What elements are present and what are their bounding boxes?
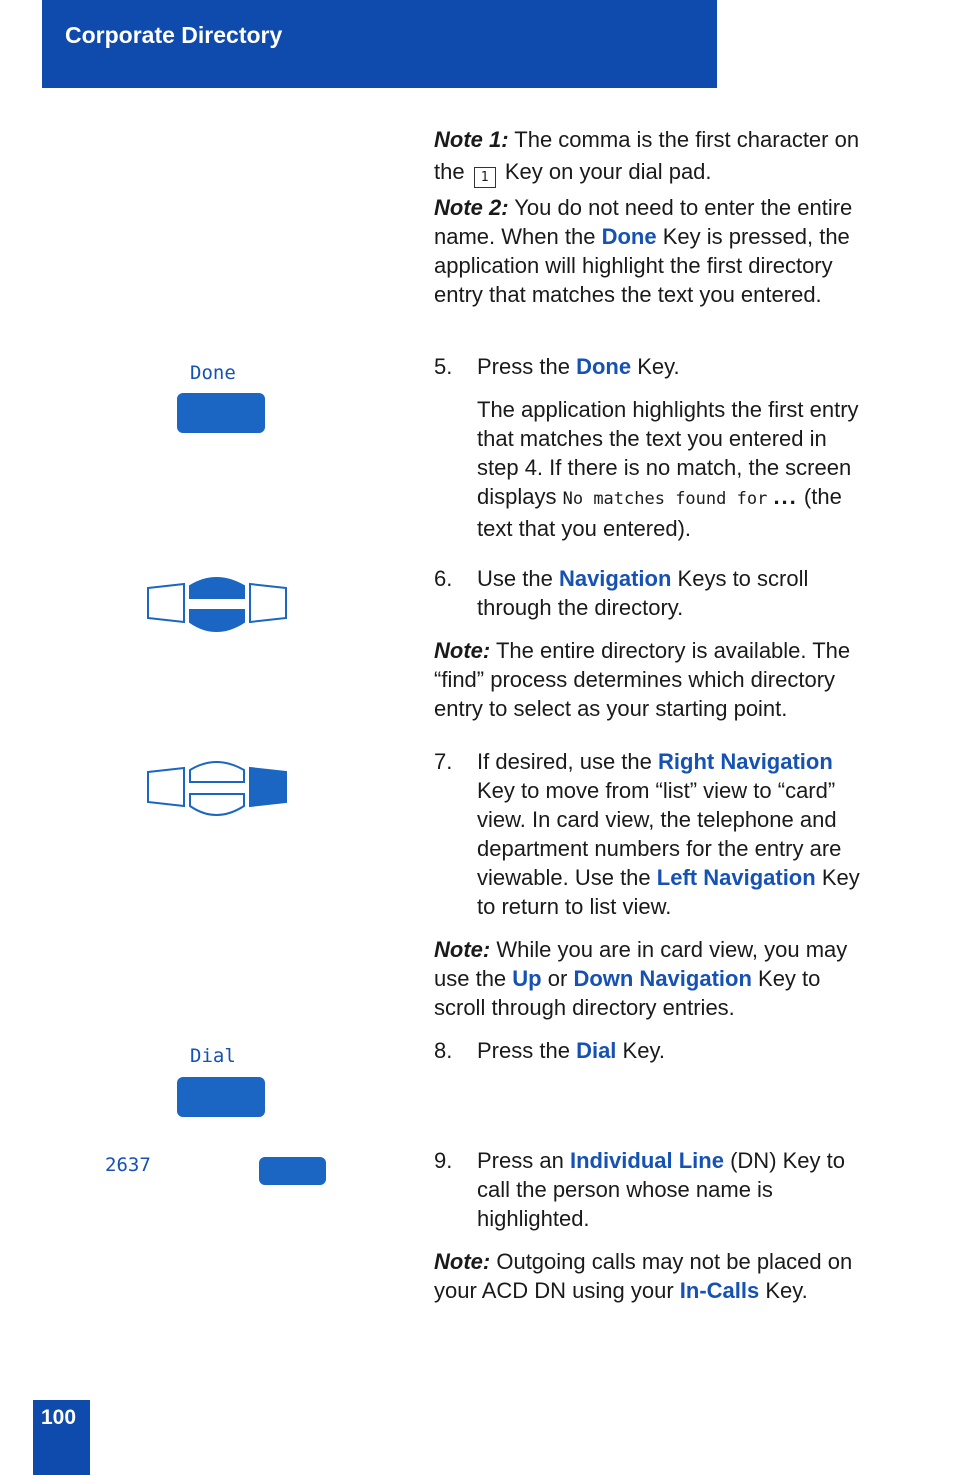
page-title: Corporate Directory <box>65 22 283 48</box>
step-8: 8. Press the Dial Key. <box>434 1038 665 1063</box>
step-5: 5. Press the Done Key. The application highlights the first entry that matches the text you entered in step 4. If there is no match, the screen displays No matches found for ... (the text that you entered). <box>434 352 874 543</box>
dial-softkey-icon[interactable] <box>177 1077 265 1117</box>
dial-softkey-label: Dial <box>190 1045 236 1067</box>
step-9: 9. Press an Individual Line (DN) Key to call the person whose name is highlighted. <box>434 1148 846 1231</box>
note-3: Note: The entire directory is available. The “find” process determines which directory entry to select as your starting point. <box>434 638 851 721</box>
navigation-keys-right-icon <box>146 756 288 822</box>
done-softkey-label: Done <box>190 362 236 384</box>
note-2: Note 2: You do not need to enter the entire name. When the Done Key is pressed, the application will highlight the first directory entry that matches the text you entered. <box>434 195 853 307</box>
done-softkey-icon[interactable] <box>177 393 265 433</box>
note-4: Note: While you are in card view, you may use the Up or Down Navigation Key to scroll through directory entries. <box>434 937 848 1020</box>
step-5-description: The application highlights the first entry that matches the text you entered in step 4. If there is no match, the screen displays No matches found for ... (the text that you entered). <box>477 397 859 541</box>
step-6: 6. Use the Navigation Keys to scroll through the directory. <box>434 566 809 620</box>
note-5: Note: Outgoing calls may not be placed on your ACD DN using your In-Calls Key. <box>434 1249 853 1303</box>
note-1: Note 1: The comma is the first character on the 1 Key on your dial pad. <box>434 124 874 188</box>
page-number-tab <box>33 1400 90 1475</box>
page-number: 100 <box>41 1406 77 1429</box>
line-key-icon[interactable] <box>259 1157 326 1185</box>
dial-key-1-icon: 1 <box>474 167 496 188</box>
step-7: 7. If desired, use the Right Navigation Key to move from “list” view to “card” view. In card view, the telephone and department numbers for the entry are viewable. Use the Left Navigation Key to return to list view. <box>434 749 860 919</box>
line-dn-label: 2637 <box>105 1154 151 1176</box>
header-bar <box>42 0 717 88</box>
navigation-keys-updown-icon <box>146 572 288 638</box>
